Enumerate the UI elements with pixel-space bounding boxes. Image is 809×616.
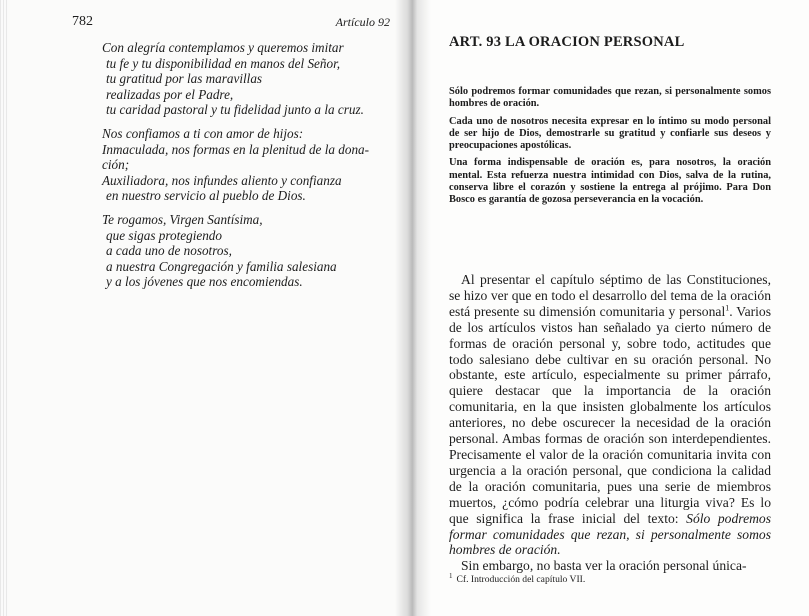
- footnote: [449, 572, 771, 585]
- prayer-line: tu fe y tu disponibilidad en manos del Señor,: [106, 55, 341, 71]
- footnote-text: Cf. Introducción del capítulo VII.: [456, 574, 586, 586]
- footnote-reference: 1: [725, 303, 730, 313]
- footnote-mark: 1: [449, 572, 453, 580]
- prayer-line: tu gratitud por las maravillas: [106, 71, 263, 87]
- body-text-segment: Al presentar el capítulo séptimo de las Constituciones, se hizo ver que en todo el desarrollo del tema de la oración está presente su dimensión comunitaria y personal: [449, 272, 771, 319]
- prayer-stanza: [102, 40, 394, 118]
- body-paragraph: [449, 272, 771, 558]
- article-title: ART. 93 LA ORACION PERSONAL: [449, 34, 685, 50]
- prayer-line: y a los jóvenes que nos encomiendas.: [106, 274, 303, 290]
- page-edge: [0, 0, 8, 616]
- summary-paragraph: Sólo podremos formar comunidades que rezan, si personalmente somos hombres de oración.: [449, 86, 771, 110]
- body-paragraph: Sin embargo, no basta ver la oración personal única-: [461, 558, 747, 574]
- prayer-line: en nuestro servicio al pueblo de Dios.: [106, 188, 306, 204]
- article-summary: [449, 86, 771, 212]
- prayer-line: realizadas por el Padre,: [106, 86, 234, 102]
- prayer-line: Te rogamos, Virgen Santísima,: [102, 211, 263, 227]
- quoted-text: Sólo podremos formar comunidades que rezan, si personalmente somos hombres de oración.: [449, 510, 772, 558]
- prayer-line: a cada uno de nosotros,: [106, 243, 232, 259]
- prayer-line: ción;: [102, 157, 130, 173]
- prayer-line: Con alegría contemplamos y queremos imitar: [102, 40, 344, 55]
- prayer-line: Nos confiamos a ti con amor de hijos:: [102, 125, 304, 141]
- book-gutter: [395, 0, 431, 616]
- article-body: [449, 272, 771, 574]
- prayer-line: Auxiliadora, nos infundes aliento y confianza: [102, 172, 342, 188]
- prayer-line: tu caridad pastoral y tu fidelidad junto a la cruz.: [106, 102, 364, 118]
- summary-paragraph: Cada uno de nosotros necesita expresar en lo íntimo su modo personal de ser hijo de Dios, demostrarle su gratitud y confiarle sus deseos y preocupaciones apostólicas.: [449, 115, 771, 152]
- prayer-text: [102, 40, 394, 298]
- prayer-stanza: [102, 212, 394, 290]
- body-text-segment: . Varios de los artículos vistos han señalado ya cierto número de formas de oración personal y, sobre todo, actitudes que todo salesiano debe cultivar en su oración personal. No obstante, este artículo, especialmente su primer párrafo, quiere destacar que la importancia de la oración comunitaria, en la que insisten globalmente los artículos anteriores, no debe oscurecer la necesidad de la oración personal. Ambas formas de oración son interdependientes. Precisamente el valor de la oración comunitaria invita con urgencia a la oración personal, que condiciona la calidad de la oración comunitaria, pues una serie de miembros muertos, ¿cómo podría celebrar una liturgia viva? Es lo que significa la frase inicial del texto:: [449, 303, 771, 526]
- summary-paragraph: Una forma indispensable de oración es, para nosotros, la oración mental. Esta refuerza nuestra intimidad con Dios, salva de la rutina, conserva libre el corazón y sostiene la entrega al prójimo. Para Don Bosco es garantía de gozosa perseverancia en la vocación.: [449, 157, 771, 206]
- prayer-line: Inmaculada, nos formas en la plenitud de la dona-: [102, 141, 370, 157]
- running-head: Artículo 92: [335, 15, 390, 29]
- page-number: 782: [72, 14, 93, 29]
- prayer-stanza: [102, 126, 394, 204]
- prayer-line: que sigas protegiendo: [106, 227, 222, 243]
- prayer-line: a nuestra Congregación y familia salesiana: [106, 258, 337, 274]
